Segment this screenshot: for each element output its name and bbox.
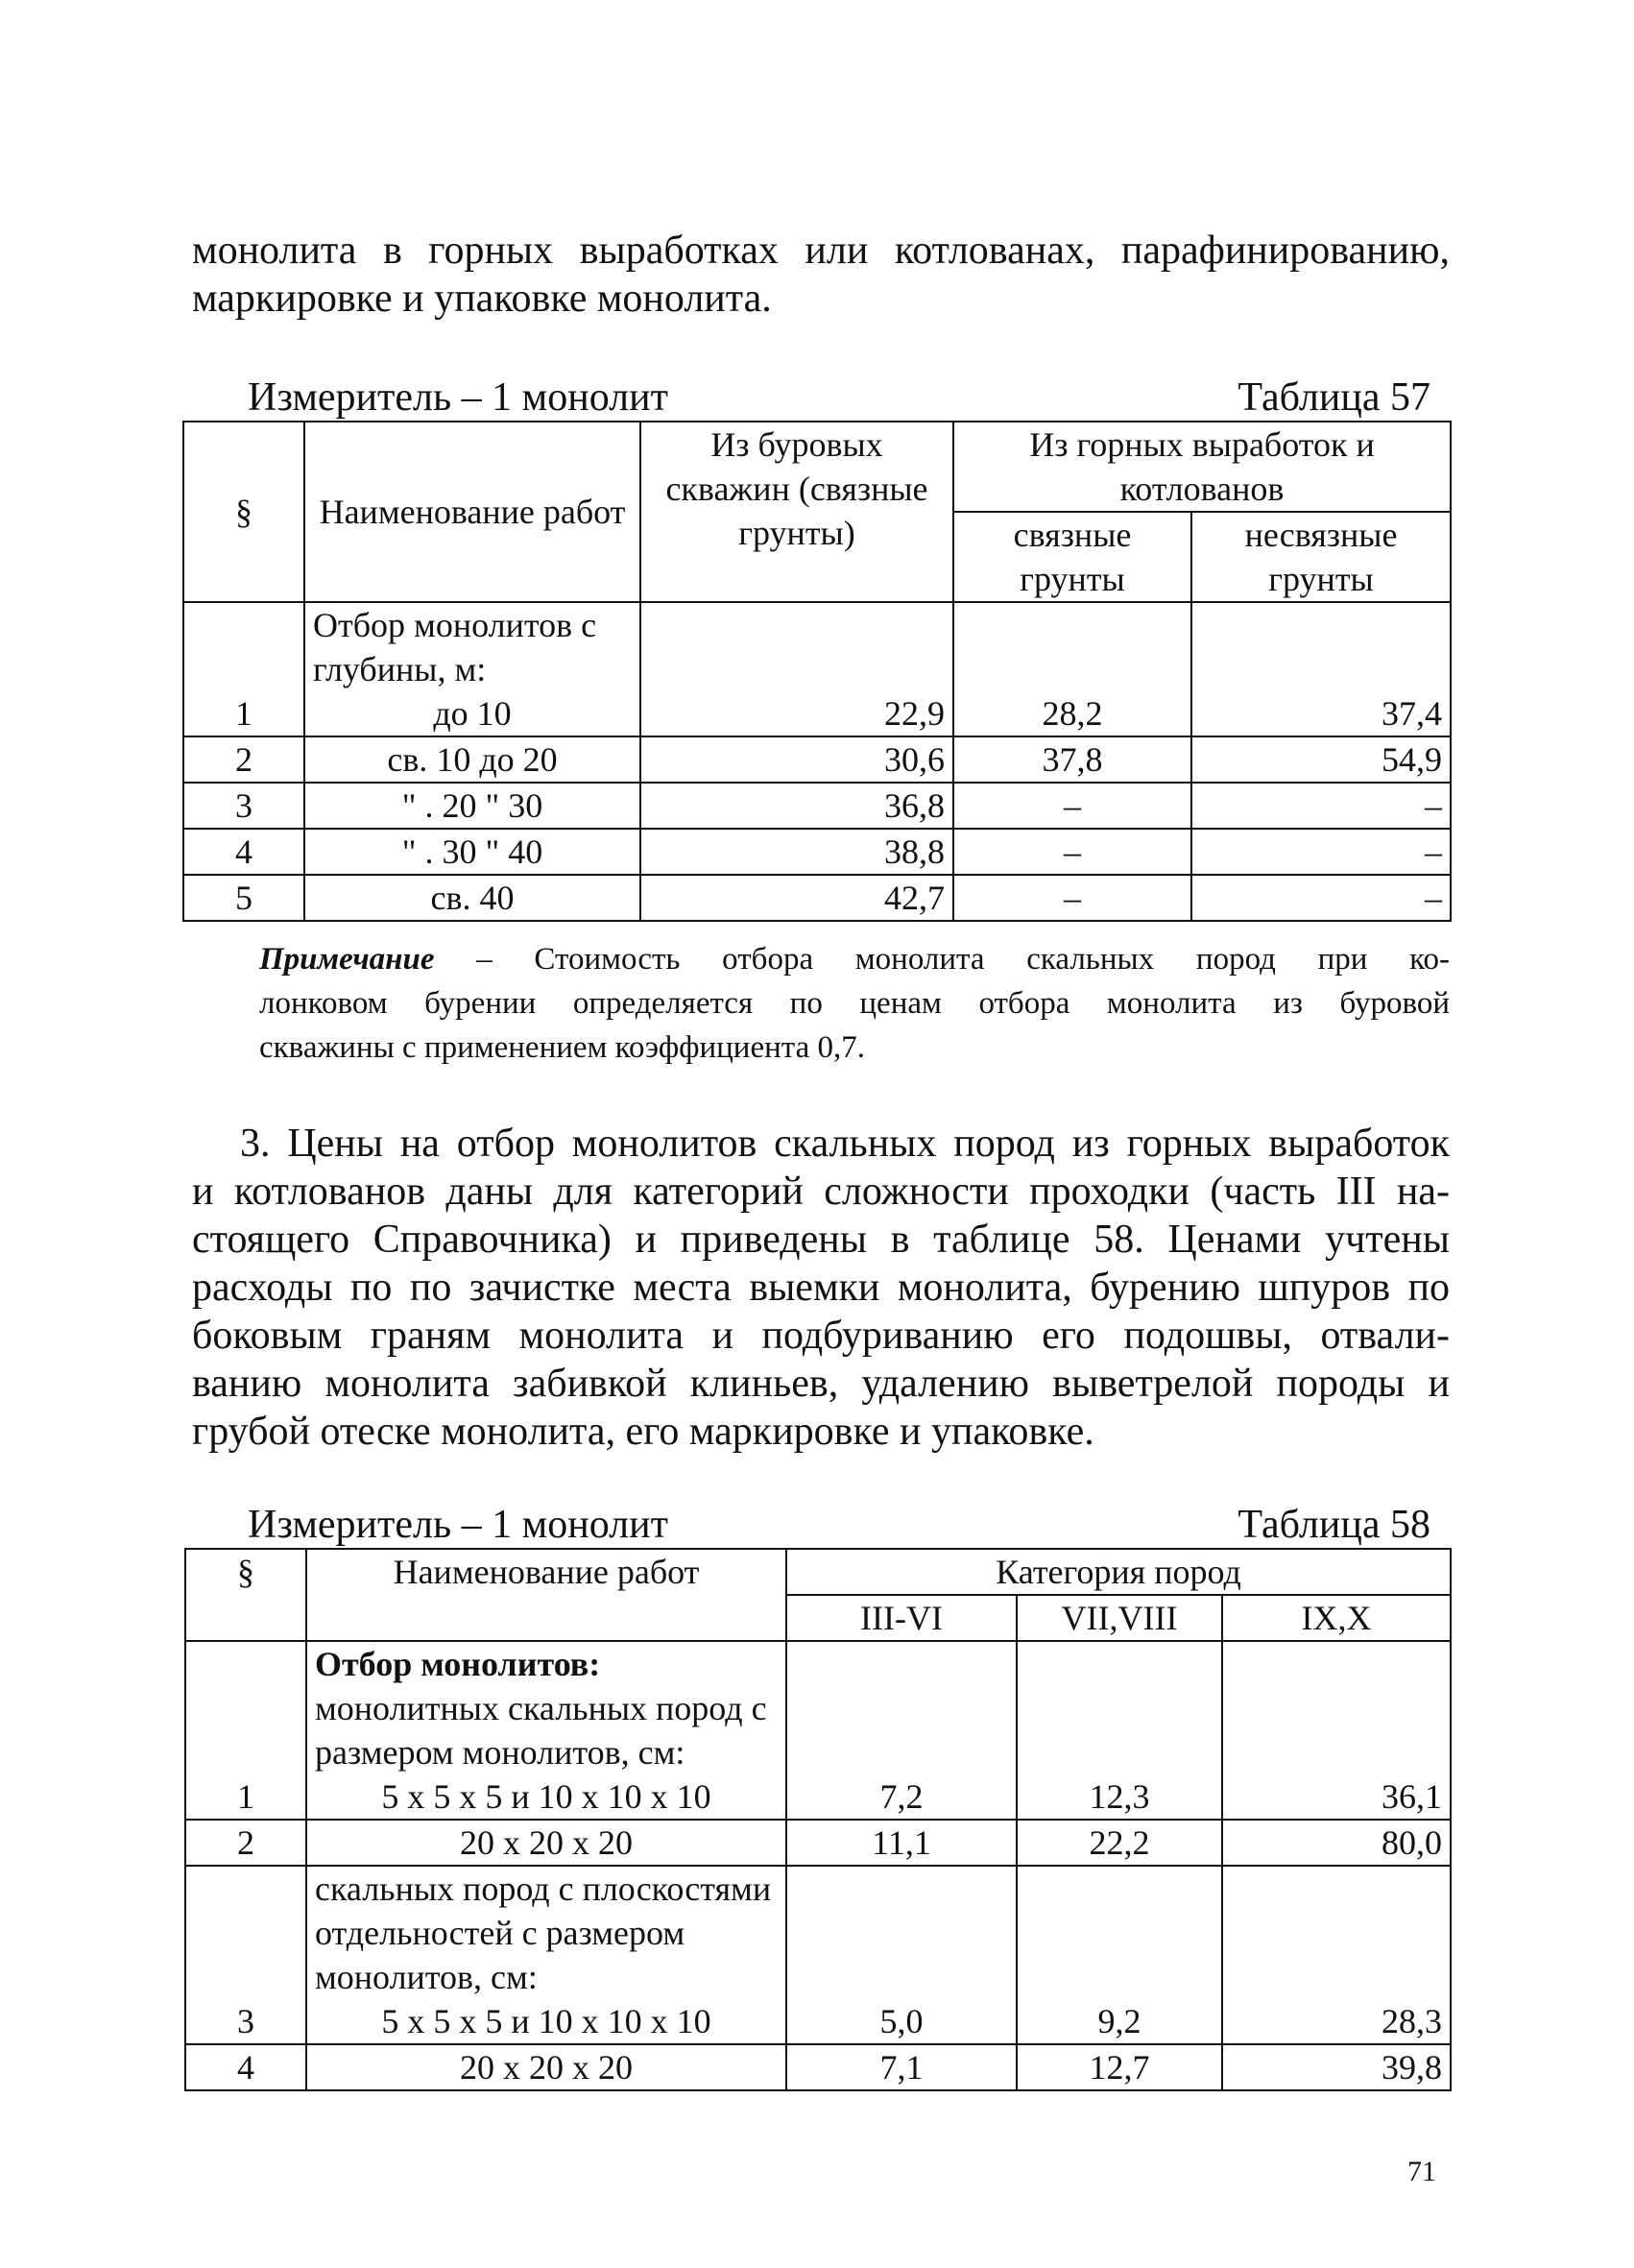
row-cohesive: – [953, 829, 1191, 875]
table58 [184, 1548, 1452, 2091]
section3-line: грубой отеске монолита, его маркировке и упаковке. [192, 1410, 1094, 1454]
row-num: 1 [185, 1641, 306, 1820]
table57-note [259, 937, 1450, 1070]
row-boreholes: 42,7 [640, 875, 953, 921]
header-name: Наименование работ [304, 422, 640, 602]
row-cohesive: – [953, 783, 1191, 829]
row-noncohesive: 54,9 [1191, 736, 1451, 783]
row-cat2: 9,2 [1017, 1866, 1222, 2044]
row-num: 4 [183, 829, 304, 875]
table-row [183, 829, 1451, 875]
row-num: 5 [183, 875, 304, 921]
row-name: 5 х 5 х 5 и 10 х 10 х 10 [381, 1777, 711, 1816]
intro-line: монолита в горных выработках или котлованах, парафинированию, [192, 229, 1450, 273]
row-boreholes: 36,8 [640, 783, 953, 829]
table-row [183, 602, 1451, 736]
row-cat3: 28,3 [1222, 1866, 1451, 2044]
row-num: 3 [183, 783, 304, 829]
row-cat1: 5,0 [786, 1866, 1017, 2044]
header-num: § [183, 422, 304, 602]
row-num: 3 [185, 1866, 306, 2044]
row-boreholes: 22,9 [640, 602, 953, 736]
group-label: Отбор монолитов с глубины, м: [313, 606, 597, 688]
header-noncohesive: несвязные грунты [1191, 512, 1451, 602]
header-cohesive: связные грунты [953, 512, 1191, 602]
row-name: св. 40 [304, 875, 640, 921]
group2-subtitle: скальных пород с плоскостями отдельностей с размером монолитов, см: [315, 1870, 772, 1996]
section3-line: ванию монолита забивкой клиньев, удалению выветрелой породы и [192, 1362, 1450, 1406]
header-boreholes: Из буровых скважин (связные грунты) [640, 422, 953, 602]
page-number: 71 [1407, 2156, 1436, 2187]
intro-line: маркировке и упаковке монолита. [192, 277, 772, 321]
row-cat3: 36,1 [1222, 1641, 1451, 1820]
row-num: 2 [185, 1820, 306, 1866]
section3-line: стоящего Справочника) и приведены в таблице 58. Ценами учтены [192, 1218, 1450, 1262]
section3-line: расходы по по зачистке места выемки монолита, бурению шпуров по [192, 1266, 1450, 1310]
row-name: 5 х 5 х 5 и 10 х 10 х 10 [381, 2002, 711, 2040]
row-cat2: 12,7 [1017, 2044, 1222, 2090]
row-num: 1 [183, 602, 304, 736]
section3-line: боковым граням монолита и подбуриванию его подошвы, отвали- [192, 1314, 1450, 1358]
row-name: св. 10 до 20 [304, 736, 640, 783]
row-cat3: 80,0 [1222, 1820, 1451, 1866]
header-cat2: VII,VIII [1017, 1595, 1222, 1641]
row-boreholes: 38,8 [640, 829, 953, 875]
row-cat1: 7,1 [786, 2044, 1017, 2090]
row-cohesive: 28,2 [953, 602, 1191, 736]
row-name-cell [306, 1866, 786, 2044]
table-row [183, 783, 1451, 829]
table58-measure: Измеритель – 1 монолит [248, 1503, 668, 1547]
header-num: § [185, 1549, 306, 1641]
section3-line: и котлованов даны для категорий сложности проходки (часть III на- [192, 1170, 1450, 1214]
table-row [185, 2044, 1451, 2090]
row-num: 4 [185, 2044, 306, 2090]
note-line: лонковом бурении определяется по ценам отбора монолита из буровой [259, 986, 1450, 1021]
intro-paragraph [192, 227, 1450, 323]
row-cat2: 12,3 [1017, 1641, 1222, 1820]
row-cat3: 39,8 [1222, 2044, 1451, 2090]
table-row [183, 875, 1451, 921]
row-boreholes: 30,6 [640, 736, 953, 783]
table-row [183, 736, 1451, 783]
row-name-cell [306, 1641, 786, 1820]
section3-line: 3. Цены на отбор монолитов скальных пород из горных выработок [240, 1122, 1450, 1166]
row-noncohesive: – [1191, 783, 1451, 829]
table57-title: Таблица 57 [1238, 375, 1430, 420]
table58-title: Таблица 58 [1238, 1503, 1430, 1547]
table-row [185, 1641, 1451, 1820]
row-cat1: 7,2 [786, 1641, 1017, 1820]
note-label: Примечание [259, 942, 435, 977]
table-row [185, 1820, 1451, 1866]
row-noncohesive: – [1191, 875, 1451, 921]
row-cohesive: – [953, 875, 1191, 921]
header-category: Категория пород [786, 1549, 1451, 1595]
row-cat2: 22,2 [1017, 1820, 1222, 1866]
header-mines: Из горных выработок и котлованов [953, 422, 1451, 512]
note-line: – Стоимость отбора монолита скальных пород при ко- [434, 942, 1450, 977]
row-name: " . 30 " 40 [304, 829, 640, 875]
row-noncohesive: 37,4 [1191, 602, 1451, 736]
row-name: 20 х 20 х 20 [306, 1820, 786, 1866]
group1-title: Отбор монолитов: [315, 1645, 601, 1683]
header-cat3: IX,X [1222, 1595, 1451, 1641]
row-name: " . 20 " 30 [304, 783, 640, 829]
header-name: Наименование работ [306, 1549, 786, 1641]
row-cohesive: 37,8 [953, 736, 1191, 783]
table57-measure: Измеритель – 1 монолит [248, 375, 668, 420]
row-num: 2 [183, 736, 304, 783]
note-line: скважины с применением коэффициента 0,7. [259, 1030, 865, 1065]
header-cat1: III-VI [786, 1595, 1017, 1641]
group1-subtitle: монолитных скальных пород с размером монолитов, см: [315, 1689, 767, 1772]
table57 [182, 421, 1452, 922]
table-row [185, 1866, 1451, 2044]
row-cat1: 11,1 [786, 1820, 1017, 1866]
section3-paragraph [192, 1120, 1450, 1456]
row-name: 20 х 20 х 20 [306, 2044, 786, 2090]
row-noncohesive: – [1191, 829, 1451, 875]
row-name: до 10 [433, 694, 512, 733]
row-name-cell [304, 602, 640, 736]
